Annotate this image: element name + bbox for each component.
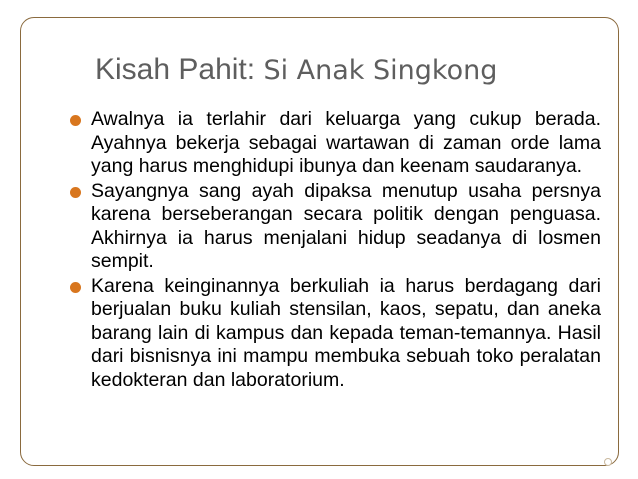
frame-corner-dot	[604, 458, 612, 466]
circle-bullet-icon	[69, 186, 82, 199]
slide-title	[95, 50, 605, 91]
bullet-text: Sayangnya sang ayah dipaksa menutup usaha persnya karena berseberangan secara politik dengan penguasa. Akhirnya ia harus menjalani hidup seadanya di losmen sempit.	[91, 179, 601, 272]
bullet-item	[67, 180, 601, 274]
bullet-list	[67, 108, 601, 393]
circle-bullet-icon	[69, 114, 82, 127]
circle-bullet-icon	[69, 281, 82, 294]
bullet-item	[67, 275, 601, 393]
title-accent: Si Anak Singkong	[263, 55, 498, 86]
bullet-item	[67, 108, 601, 179]
bullet-text: Awalnya ia terlahir dari keluarga yang cukup berada. Ayahnya bekerja sebagai wartawan di zaman orde lama yang harus menghidupi ibunya dan keenam saudaranya.	[91, 108, 601, 177]
bullet-text: Karena keinginannya berkuliah ia harus berdagang dari berjualan buku kuliah stensilan, kaos, sepatu, dan aneka barang lain di kampus dan kepada teman-temannya. Hasil dari bisnisnya ini mampu membuka sebuah toko peralatan kedokteran dan laboratorium.	[91, 274, 601, 391]
title-plain: Kisah Pahit:	[95, 53, 264, 86]
